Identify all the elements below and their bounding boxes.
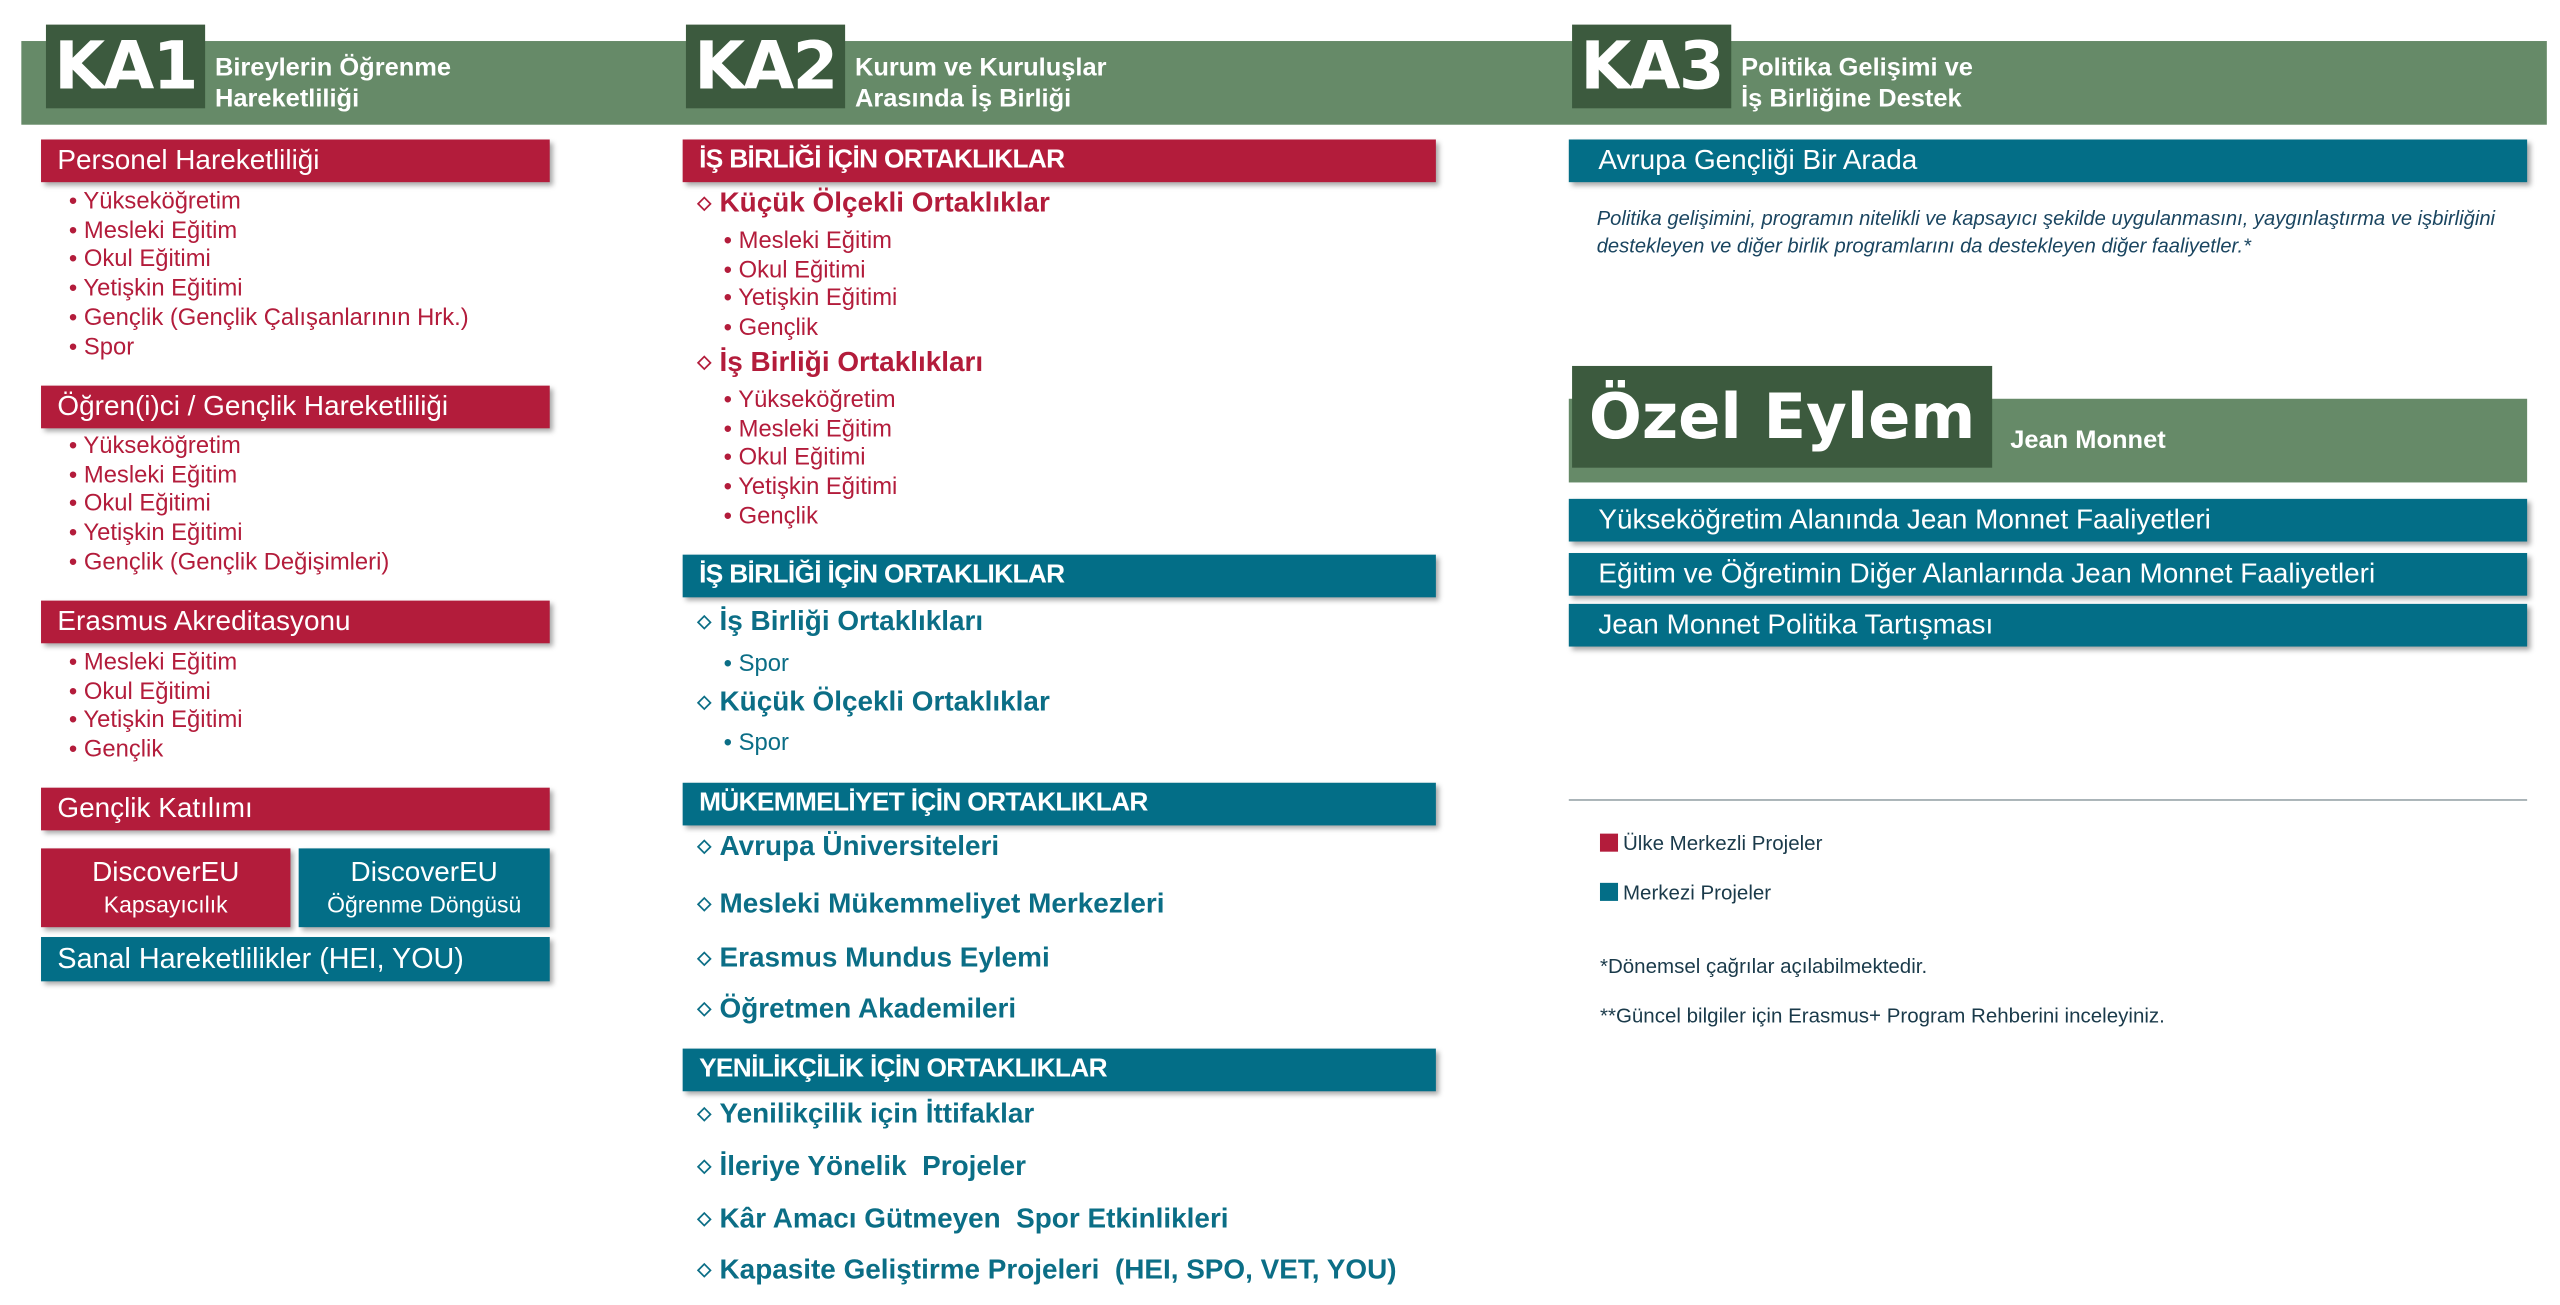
legend-centralized (1600, 881, 1771, 904)
group-label: Küçük Ölçekli Ortaklıklar (719, 187, 1050, 219)
list-item: • Okul Eğitimi (69, 679, 243, 708)
legend-label: Merkezi Projeler (1622, 881, 1772, 905)
item-label: Kâr Amacı Gütmeyen Spor Etkinlikleri (719, 1202, 1229, 1235)
list-item: • Yetişkin Eğitimi (724, 286, 898, 315)
group-heading (697, 686, 1049, 719)
diamond-icon: ◇ (697, 1156, 712, 1177)
legend-swatch-teal (1600, 883, 1618, 901)
list-item: • Gençlik (Gençlik Çalışanlarının Hrk.) (69, 305, 469, 334)
group-label: İş Birliği Ortaklıkları (719, 605, 984, 637)
list-item: • Yükseköğretim (69, 433, 389, 462)
item-label: Erasmus Mundus Eylemi (719, 941, 1050, 974)
ka3-title-line1: Politika Gelişimi ve (1741, 54, 1973, 83)
accreditation-bar: Erasmus Akreditasyonu (41, 601, 550, 644)
diamond-icon: ◇ (697, 948, 712, 969)
excellence-item (697, 942, 1049, 975)
jean-monnet-item: Eğitim ve Öğretimin Diğer Alanlarında Jean Monnet Faaliyetleri (1569, 553, 2527, 596)
ka2-title-line2: Arasında İş Birliği (854, 85, 1072, 114)
diamond-icon: ◇ (697, 1260, 712, 1280)
innovation-item (697, 1098, 1034, 1131)
item-label: İleriye Yönelik Projeler (719, 1150, 1027, 1182)
list-item: • Spor (69, 334, 469, 363)
diamond-icon: ◇ (697, 894, 712, 915)
discovereu-learning-line2: Öğrenme Döngüsü (327, 891, 522, 918)
list-item: • Gençlik (Gençlik Değişimleri) (69, 549, 389, 578)
divider (1569, 799, 2527, 801)
list-item: • Mesleki Eğitim (69, 218, 469, 247)
list-item: • Yükseköğretim (69, 189, 469, 218)
discovereu-inclusion-box (41, 848, 290, 927)
group-label: İş Birliği Ortaklıkları (719, 346, 984, 378)
list-item: • Okul Eğitimi (69, 247, 469, 276)
note-calls: *Dönemsel çağrılar açılabilmektedir. (1599, 955, 1928, 979)
excellence-item (697, 830, 999, 863)
learner-mobility-list (69, 433, 389, 578)
list-item: • Gençlik (69, 737, 243, 766)
legend-country-based (1600, 832, 1822, 855)
list-item: • Yükseköğretim (724, 387, 898, 416)
staff-mobility-bar: Personel Hareketliliği (41, 139, 550, 182)
sport-list (724, 651, 789, 680)
note-guide: **Güncel bilgiler için Erasmus+ Program Rehberini inceleyiniz. (1599, 1004, 2165, 1028)
item-label: Avrupa Üniversiteleri (719, 830, 1000, 862)
ka3-code: KA3 (1572, 25, 1731, 109)
legend-swatch-red (1600, 834, 1618, 852)
accreditation-list (69, 650, 243, 766)
special-action-title: Özel Eylem (1572, 366, 1992, 468)
list-item: • Spor (724, 651, 789, 680)
item-label: Kapasite Geliştirme Projeleri (HEI, SPO, VET, YOU) (719, 1253, 1397, 1285)
list-item: • Spor (724, 730, 789, 759)
ka2-title-line1: Kurum ve Kuruluşlar (854, 54, 1107, 83)
diamond-icon: ◇ (697, 612, 712, 632)
item-label: Öğretmen Akademileri (719, 992, 1017, 1024)
diamond-icon: ◇ (697, 1104, 712, 1125)
group-heading (697, 606, 983, 639)
excellence-item (697, 888, 1164, 921)
staff-mobility-list (69, 189, 469, 363)
excellence-item (697, 993, 1016, 1026)
jean-monnet-subtitle: Jean Monnet (2010, 426, 2166, 455)
list-item: • Okul Eğitimi (724, 445, 898, 474)
virtual-mobility-bar: Sanal Hareketlilikler (HEI, YOU) (41, 937, 550, 981)
excellence-bar: MÜKEMMELİYET İÇİN ORTAKLIKLAR (683, 783, 1436, 826)
list-item: • Mesleki Eğitim (724, 416, 898, 445)
diamond-icon: ◇ (697, 999, 712, 1020)
ka2-title (855, 53, 1107, 115)
ka2-code: KA2 (686, 25, 845, 109)
list-item: • Mesleki Eğitim (69, 650, 243, 679)
ka1-title-line2: Hareketliliği (214, 85, 360, 114)
group-label: Küçük Ölçekli Ortaklıklar (719, 685, 1050, 718)
cooperation-partnerships-red-bar: İŞ BİRLİĞİ İÇİN ORTAKLIKLAR (683, 139, 1436, 182)
jean-monnet-item: Jean Monnet Politika Tartışması (1569, 604, 2527, 647)
diamond-icon: ◇ (697, 692, 712, 713)
discovereu-learning-box (299, 848, 550, 927)
legend-label: Ülke Merkezli Projeler (1622, 831, 1823, 855)
list-item: • Yetişkin Eğitimi (69, 520, 389, 549)
list-item: • Yetişkin Eğitimi (724, 474, 898, 503)
discovereu-inclusion-line1: DiscoverEU (92, 856, 240, 888)
european-youth-together-bar: Avrupa Gençliği Bir Arada (1569, 139, 2527, 182)
list-item: • Okul Eğitimi (69, 491, 389, 520)
discovereu-inclusion-line2: Kapsayıcılık (103, 891, 228, 918)
discovereu-learning-line1: DiscoverEU (350, 856, 498, 888)
item-label: Mesleki Mükemmeliyet Merkezleri (719, 887, 1165, 919)
list-item: • Yetişkin Eğitimi (69, 276, 469, 305)
small-scale-list (724, 228, 898, 344)
ka3-title-line2: İş Birliğine Destek (1741, 85, 1962, 114)
group-heading (697, 346, 983, 379)
diamond-icon: ◇ (697, 352, 712, 373)
list-item: • Mesleki Eğitim (724, 228, 898, 257)
youth-participation-bar: Gençlik Katılımı (41, 788, 550, 831)
innovation-item (697, 1203, 1228, 1236)
ka1-title-line1: Bireylerin Öğrenme (214, 54, 452, 83)
item-label: Yenilikçilik için İttifaklar (719, 1097, 1035, 1130)
cooperation-partnerships-teal-bar: İŞ BİRLİĞİ İÇİN ORTAKLIKLAR (683, 555, 1436, 598)
list-item: • Okul Eğitimi (724, 257, 898, 286)
innovation-item (697, 1150, 1026, 1183)
ka3-description: Politika gelişimini, programın nitelikli ve kapsayıcı şekilde uygulanmasını, yaygınlaştırma ve işbirliğini destekleyen ve diğer birlik programlarını da destekleyen diğer faaliyetler.* (1596, 206, 2496, 258)
diamond-icon: ◇ (697, 193, 712, 214)
ka3-title (1741, 53, 1973, 115)
innovation-item (697, 1254, 1396, 1287)
cooperation-list (724, 387, 898, 532)
sport-list (724, 730, 789, 759)
list-item: • Gençlik (724, 315, 898, 344)
ka1-title (215, 53, 451, 115)
list-item: • Gençlik (724, 503, 898, 532)
group-heading (697, 187, 1049, 220)
ka1-code: KA1 (46, 25, 205, 109)
list-item: • Mesleki Eğitim (69, 462, 389, 491)
diamond-icon: ◇ (697, 1209, 712, 1230)
jean-monnet-item: Yükseköğretim Alanında Jean Monnet Faaliyetleri (1569, 499, 2527, 542)
list-item: • Yetişkin Eğitimi (69, 708, 243, 737)
innovation-bar: YENİLİKÇİLİK İÇİN ORTAKLIKLAR (683, 1049, 1436, 1092)
learner-mobility-bar: Öğren(i)ci / Gençlik Hareketliliği (41, 386, 550, 429)
diamond-icon: ◇ (697, 836, 712, 857)
